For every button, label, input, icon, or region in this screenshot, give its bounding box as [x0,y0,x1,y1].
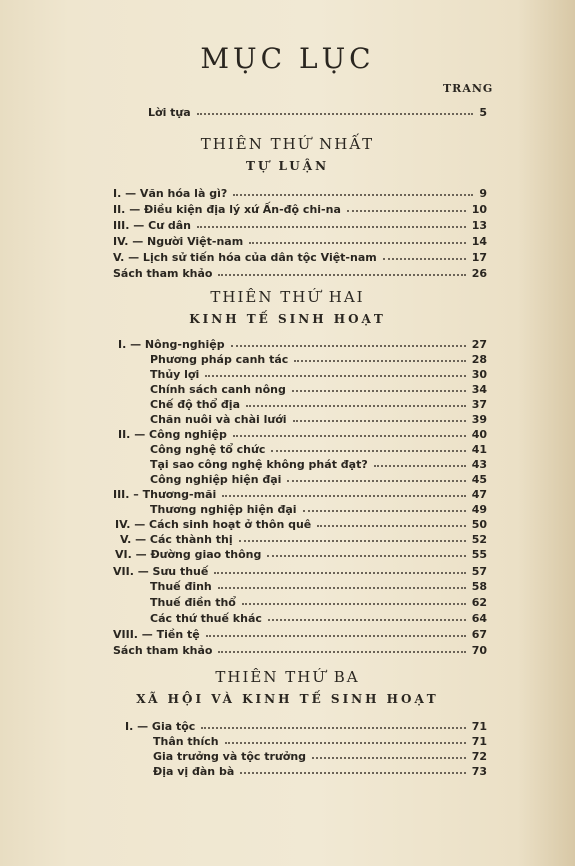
toc-leader [374,465,466,467]
toc-entry [0,720,575,736]
toc-entry-page: 26 [471,267,487,280]
section-title: THIÊN THỨ HAI [210,288,365,306]
toc-entry-page: 14 [471,235,487,248]
toc-leader [239,540,466,542]
toc-entry [0,596,575,612]
toc-leader [197,226,466,228]
toc-entry-title: Gia trưởng và tộc trưởng [153,750,307,763]
toc-entry-title: IV. — Cách sinh hoạt ở thôn quê [115,518,312,531]
toc-entry-page: 40 [471,428,487,441]
toc-entry-page: 67 [471,628,487,641]
toc-entry [0,353,575,369]
toc-entry-title: Thuế đinh [150,580,212,593]
toc-entry-page: 71 [471,720,487,733]
toc-leader [218,651,466,653]
toc-entry-page: 47 [471,488,487,501]
toc-entry-page: 52 [471,533,487,546]
toc-entry-title: Thủy lợi [150,368,200,381]
toc-entry-title: VIII. — Tiền tệ [113,628,200,641]
toc-entry-page: 71 [471,735,487,748]
toc-entry-page: 50 [471,518,487,531]
section-heading [0,288,575,326]
toc-entry [0,503,575,519]
toc-entry-title: I. — Gia tộc [125,720,196,733]
toc-entry [0,644,575,660]
toc-entry-page: 58 [471,580,487,593]
toc-entry-page: 10 [471,203,487,216]
toc-entry-page: 73 [471,765,487,778]
toc-entry-title: V. — Các thành thị [120,533,233,546]
toc-entry [0,251,575,267]
toc-entry-title: VI. — Đường giao thông [115,548,262,561]
toc-entry-page: 37 [471,398,487,411]
section-heading [0,135,575,173]
toc-leader [242,603,466,605]
toc-entry [0,219,575,235]
toc-entry-title: II. — Điều kiện địa lý xứ Ấn-độ chi-na [113,203,341,216]
toc-entry [0,443,575,459]
section-subtitle: KINH TẾ SINH HOẠT [189,312,386,326]
toc-entry-title: Sách tham khảo [113,644,213,657]
toc-entry [0,458,575,474]
toc-entry-page: 57 [471,565,487,578]
toc-entry [0,765,575,781]
toc-entry-title: Công nghệ tổ chức [150,443,266,456]
toc-entry-page: 43 [471,458,487,471]
toc-entry [0,548,575,564]
toc-leader [287,480,466,482]
toc-entry-page: 28 [471,353,487,366]
toc-leader [292,390,466,392]
toc-leader [294,360,466,362]
toc-leader [214,572,466,574]
toc-entry [0,750,575,766]
toc-entry-title: Thương nghiệp hiện đại [150,503,297,516]
toc-leader [249,242,466,244]
toc-entry-title: I. — Nông-nghiệp [118,338,225,351]
toc-entry-page: 70 [471,644,487,657]
toc-leader [233,435,466,437]
toc-leader [268,619,466,621]
toc-leader [201,727,466,729]
toc-leader [347,210,466,212]
toc-entry [0,628,575,644]
toc-entry [0,473,575,489]
toc-entry [0,488,575,504]
toc-leader [197,113,473,115]
toc-entry [0,338,575,354]
toc-entry [0,413,575,429]
toc-leader [246,405,466,407]
toc-entry-title: Thân thích [153,735,219,748]
toc-entry-title: II. — Công nghiệp [118,428,227,441]
toc-entry-page: 39 [471,413,487,426]
toc-leader [271,450,466,452]
toc-entry-title: Tại sao công nghệ không phát đạt? [150,458,368,471]
toc-entry [0,518,575,534]
toc-entry-title: V. — Lịch sử tiến hóa của dân tộc Việt-nam [113,251,377,264]
toc-entry-page: 72 [471,750,487,763]
toc-entry-title: IV. — Người Việt-nam [113,235,244,248]
toc-leader [206,635,466,637]
toc-entry-title: Sách tham khảo [113,267,213,280]
section-title: THIÊN THỨ BA [215,668,360,686]
toc-leader [293,420,466,422]
toc-entry [0,533,575,549]
toc-entry-page: 13 [471,219,487,232]
section-subtitle: XÃ HỘI VÀ KINH TẾ SINH HOẠT [136,692,439,706]
toc-entry-page: 55 [471,548,487,561]
toc-leader [218,587,466,589]
toc-entry-title: Phương pháp canh tác [150,353,289,366]
toc-entry [0,735,575,751]
toc-entry [0,398,575,414]
toc-leader [233,194,473,196]
toc-entry-title: I. — Văn hóa là gì? [113,187,228,200]
toc-entry-page: 9 [479,187,487,200]
toc-entry [0,106,575,122]
toc-entry-title: Thuế điền thổ [150,596,236,609]
toc-leader [303,510,466,512]
toc-leader [312,757,466,759]
toc-leader [231,345,466,347]
toc-entry-title: VII. — Sưu thuế [113,565,209,578]
toc-leader [240,772,466,774]
toc-entry-page: 5 [479,106,487,119]
toc-entry [0,235,575,251]
section-heading [0,668,575,706]
toc-entry-title: Các thứ thuế khác [150,612,262,625]
toc-entry-page: 27 [471,338,487,351]
toc-leader [267,555,466,557]
toc-entry-page: 34 [471,383,487,396]
toc-leader [205,375,466,377]
toc-entry-title: Chế độ thổ địa [150,398,240,411]
toc-leader [222,495,466,497]
toc-leader [218,274,466,276]
toc-entry-title: Địa vị đàn bà [153,765,235,778]
toc-entry-page: 41 [471,443,487,456]
toc-entry [0,203,575,219]
toc-entry-title: Công nghiệp hiện đại [150,473,282,486]
toc-leader [383,258,466,260]
toc-entry-title: III. – Thương-mãi [113,488,217,501]
toc-entry-page: 30 [471,368,487,381]
section-subtitle: TỰ LUẬN [245,159,330,173]
toc-entry-page: 45 [471,473,487,486]
toc-leader [225,742,466,744]
toc-entry-title: Lời tựa [148,106,191,119]
toc-entry-page: 64 [471,612,487,625]
toc-entry [0,187,575,203]
toc-entry [0,580,575,596]
page-title: MỤC LỤC [200,42,375,75]
toc-entry-title: Chăn nuôi và chài lưới [150,413,287,426]
toc-entry [0,428,575,444]
toc-entry [0,612,575,628]
toc-entry [0,368,575,384]
toc-leader [317,525,466,527]
page-column-header: TRANG [443,82,494,95]
toc-entry-page: 62 [471,596,487,609]
toc-entry [0,267,575,283]
toc-entry [0,565,575,581]
toc-entry-title: III. — Cư dân [113,219,191,232]
toc-entry [0,383,575,399]
toc-entry-title: Chính sách canh nông [150,383,286,396]
toc-entry-page: 49 [471,503,487,516]
toc-entry-page: 17 [471,251,487,264]
section-title: THIÊN THỨ NHẤT [200,135,375,153]
